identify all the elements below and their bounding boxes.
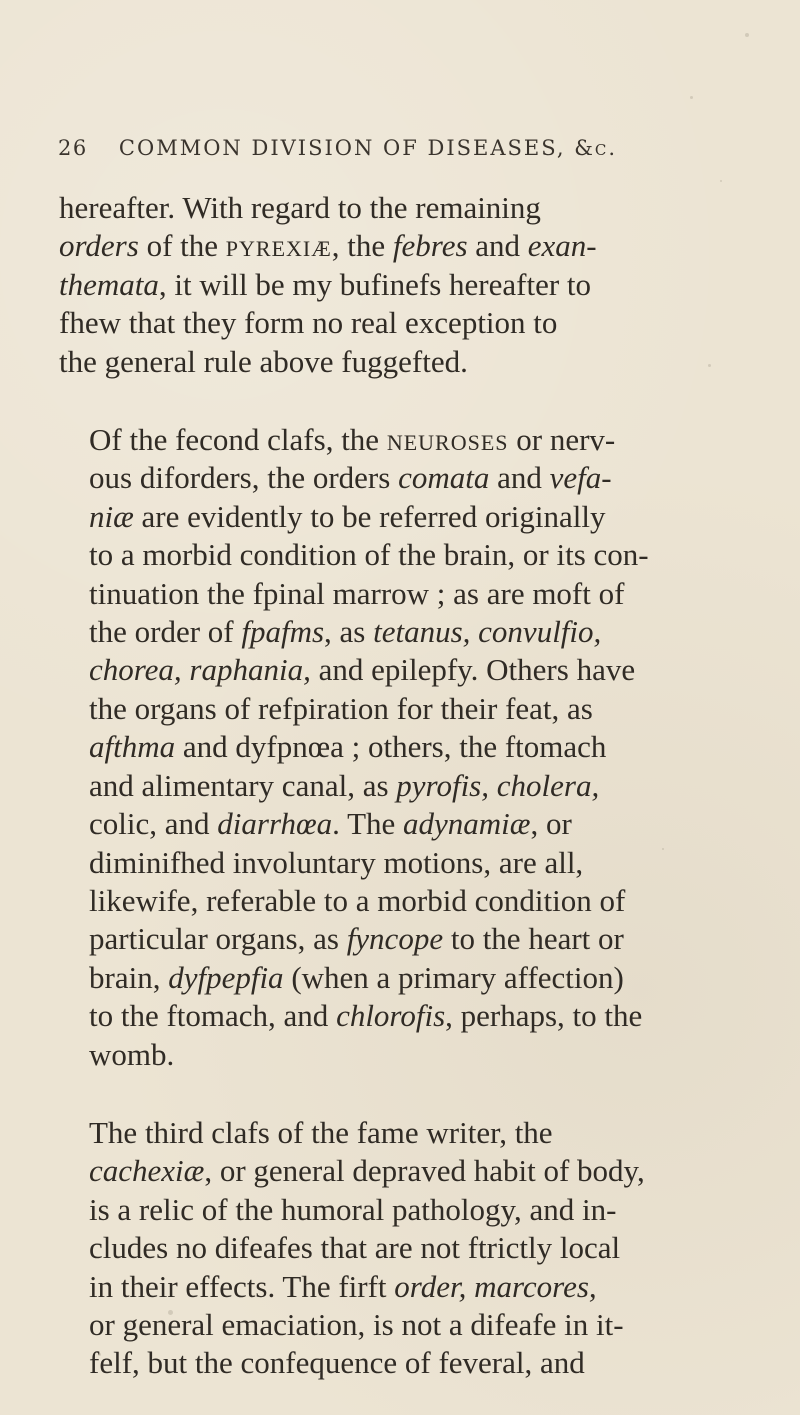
text-fragment: the general rule above fuggefted. (59, 343, 468, 379)
text-fragment: or general emaciation, is not a difeafe in it- (89, 1306, 624, 1342)
text-fragment: , the (331, 228, 393, 264)
text-line (59, 421, 759, 459)
text-fragment: to the ftomach, and (89, 998, 337, 1034)
text-line (59, 920, 759, 958)
italic-term: tetanus, convulfio, (373, 614, 602, 650)
text-line (59, 1191, 759, 1229)
italic-term: cachexiæ (89, 1153, 205, 1189)
italic-term: exan- (527, 228, 597, 264)
text-fragment: the organs of refpiration for their feat, as (89, 690, 593, 726)
text-fragment: and (467, 228, 528, 264)
paragraph (59, 1114, 759, 1383)
text-line (59, 1036, 759, 1074)
smallcaps-term: pyrexiæ (225, 228, 332, 264)
text-fragment: particular organs, as (89, 921, 347, 957)
text-line (59, 613, 759, 651)
text-line (59, 1268, 759, 1306)
italic-term: dyfpepfia (168, 959, 284, 995)
italic-term: diarrhœa (217, 806, 333, 842)
text-fragment: in their effects. The firft (89, 1268, 395, 1304)
text-line (59, 805, 759, 843)
text-line (59, 1114, 759, 1152)
paper-speck (168, 1310, 173, 1315)
text-fragment: and alimentary canal, as (89, 767, 397, 803)
italic-term: comata (398, 460, 490, 496)
text-fragment: ous diforders, the orders (89, 460, 399, 496)
italic-term: chlorofis (336, 998, 446, 1034)
paper-speck (708, 364, 711, 367)
text-fragment: colic, and (89, 806, 218, 842)
italic-term: afthma (89, 729, 176, 765)
text-line (59, 498, 759, 536)
text-line (59, 767, 759, 805)
text-line (59, 690, 759, 728)
text-fragment: womb. (89, 1036, 175, 1072)
italic-term: vefa- (549, 460, 612, 496)
text-fragment: , perhaps, to the (445, 998, 643, 1034)
text-fragment: likewife, referable to a morbid condition of (89, 882, 626, 918)
italic-term: febres (392, 228, 468, 264)
paper-speck (662, 848, 664, 850)
text-fragment: brain, (89, 959, 169, 995)
text-fragment: are evidently to be referred originally (133, 498, 606, 534)
text-fragment: diminifhed involuntary motions, are all, (89, 844, 584, 880)
text-fragment: cludes no difeafes that are not ftrictly local (89, 1230, 621, 1266)
paper-speck (690, 96, 693, 99)
running-head: COMMON DIVISION OF DISEASES, &c. (118, 136, 618, 160)
text-fragment: hereafter. With regard to the remaining (59, 190, 541, 225)
text-line (59, 189, 759, 227)
text-line (59, 728, 759, 766)
text-fragment: , it will be my bufinefs hereafter to (158, 266, 592, 302)
smallcaps-term: neuroses (386, 422, 509, 458)
text-line (59, 1152, 759, 1190)
text-fragment: or nerv- (508, 422, 616, 458)
text-line (59, 459, 759, 497)
italic-term: fpafms (241, 614, 325, 650)
text-fragment: and dyfpnœa ; others, the ftomach (175, 729, 607, 765)
text-line (59, 343, 759, 381)
text-line (59, 266, 759, 304)
text-fragment: felf, but the confequence of feveral, and (89, 1345, 585, 1381)
text-line (59, 882, 759, 920)
text-fragment: and (489, 460, 550, 496)
italic-term: chorea, raphania, (89, 652, 311, 688)
italic-term: niæ (89, 498, 134, 534)
text-fragment: (when a primary affection) (283, 959, 624, 995)
text-line (59, 227, 759, 265)
italic-term: pyrofis, cholera, (396, 767, 600, 803)
text-fragment: to the heart or (443, 921, 624, 957)
text-fragment: the order of (89, 614, 242, 650)
text-line (59, 1344, 759, 1382)
italic-term: adynamiæ (403, 806, 531, 842)
page-number: 26 (58, 136, 88, 160)
body-text (59, 189, 759, 1383)
text-line (59, 959, 759, 997)
text-fragment: is a relic of the humoral pathology, and in- (89, 1191, 617, 1227)
text-line (59, 1306, 759, 1344)
text-fragment: of the (138, 228, 226, 264)
paper-speck (720, 180, 722, 182)
paper-speck (745, 33, 749, 37)
text-fragment: tinuation the fpinal marrow ; as are moft of (89, 575, 625, 611)
italic-term: order, marcores, (394, 1268, 597, 1304)
text-fragment: The third clafs of the fame writer, the (89, 1114, 553, 1150)
italic-term: themata (59, 266, 159, 302)
text-line (59, 304, 759, 342)
text-fragment: , as (324, 614, 374, 650)
paper-speck (98, 1353, 101, 1356)
text-fragment: , or (530, 806, 572, 842)
text-line (59, 536, 759, 574)
text-fragment: to a morbid condition of the brain, or its con- (89, 537, 649, 573)
text-fragment: , or general depraved habit of body, (204, 1153, 645, 1189)
text-fragment: Of the fecond clafs, the (89, 422, 387, 458)
text-line (59, 1229, 759, 1267)
text-line (59, 844, 759, 882)
text-fragment: . The (332, 806, 404, 842)
text-fragment: fhew that they form no real exception to (59, 305, 558, 341)
italic-term: orders (59, 228, 139, 264)
text-line (59, 651, 759, 689)
text-fragment: and epilepfy. Others have (310, 652, 636, 688)
text-line (59, 997, 759, 1035)
page-header (58, 136, 698, 160)
text-line (59, 575, 759, 613)
paragraph (59, 421, 759, 1074)
paragraph (59, 189, 759, 381)
italic-term: fyncope (346, 921, 444, 957)
